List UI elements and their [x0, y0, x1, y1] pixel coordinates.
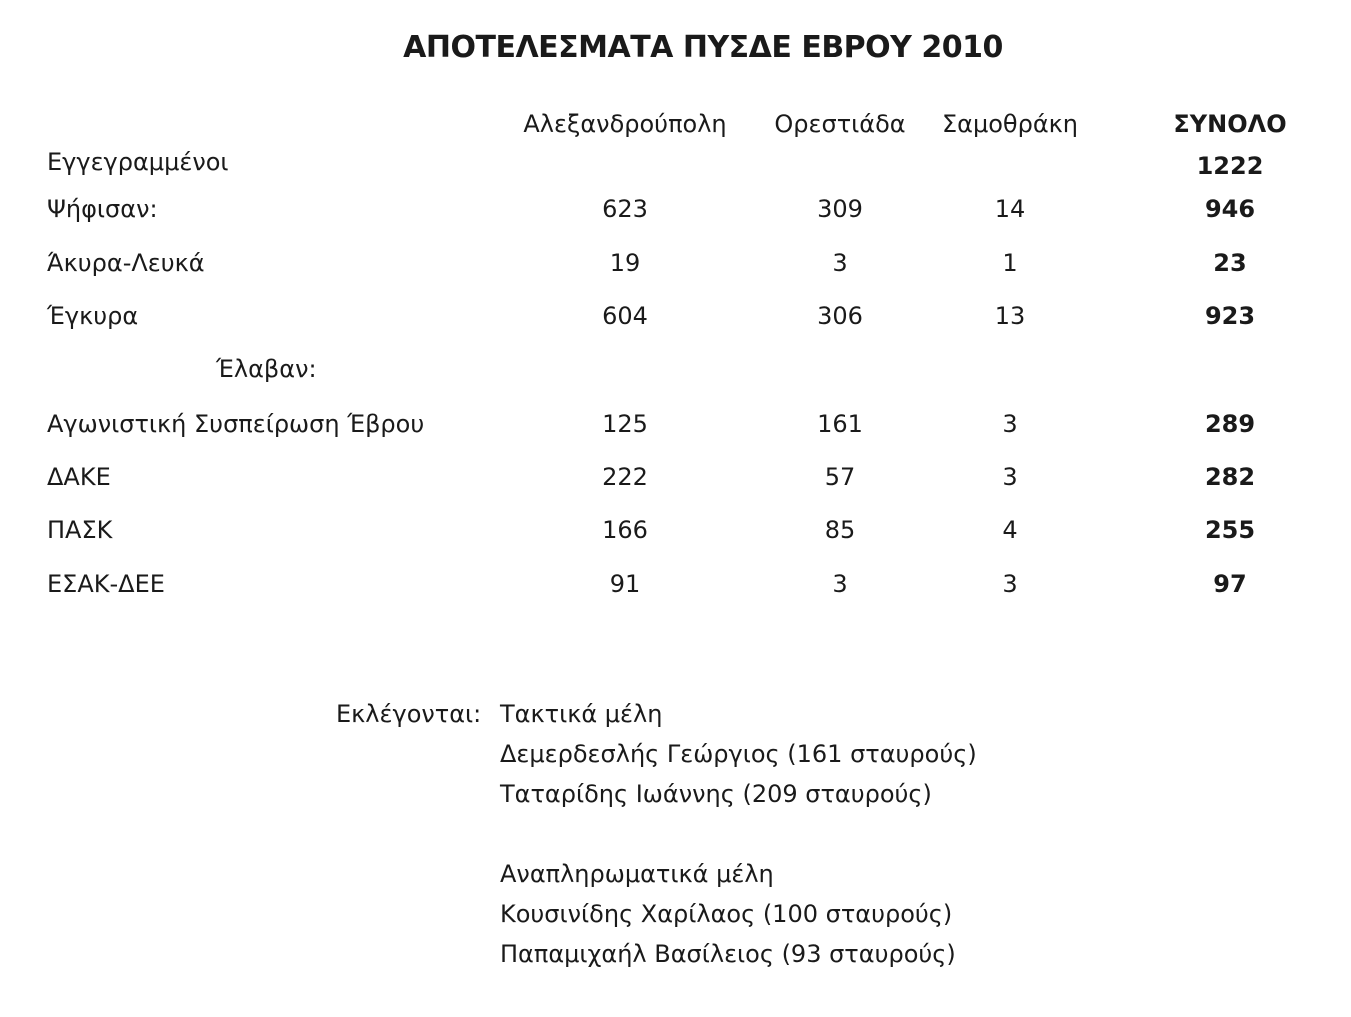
- cell-total: 1222: [1196, 152, 1264, 180]
- elected-heading: Εκλέγονται:: [336, 700, 482, 728]
- table-row: [0, 302, 1351, 342]
- column-header-orestiada: Ορεστιάδα: [774, 110, 906, 138]
- cell-alexandroupoli: 125: [602, 410, 648, 438]
- cell-samothraki: 1: [1002, 249, 1018, 277]
- table-row: [0, 249, 1351, 289]
- regular-member: Ταταρίδης Ιωάννης (209 σταυρούς): [500, 780, 932, 808]
- cell-total: 923: [1204, 302, 1256, 330]
- cell-alexandroupoli: 166: [602, 516, 648, 544]
- cell-alexandroupoli: 19: [609, 249, 641, 277]
- cell-total: 255: [1204, 516, 1256, 544]
- table-row: [0, 410, 1351, 450]
- cell-orestiada: 306: [817, 302, 863, 330]
- table-row: [0, 195, 1351, 235]
- table-row: [0, 570, 1351, 610]
- row-label: Εγγεγραμμένοι: [47, 148, 229, 176]
- regular-members-title: Τακτικά μέλη: [500, 700, 663, 728]
- cell-alexandroupoli: 604: [602, 302, 648, 330]
- substitute-member: Παπαμιχαήλ Βασίλειος (93 σταυρούς): [500, 940, 956, 968]
- cell-samothraki: 3: [1002, 410, 1018, 438]
- cell-orestiada: 309: [817, 195, 863, 223]
- cell-alexandroupoli: 91: [609, 570, 641, 598]
- cell-samothraki: 13: [994, 302, 1026, 330]
- table-row: [0, 516, 1351, 556]
- table-row: [0, 463, 1351, 503]
- row-label: Έγκυρα: [47, 302, 139, 330]
- cell-samothraki: 3: [1002, 570, 1018, 598]
- row-label: Άκυρα-Λευκά: [47, 249, 205, 277]
- column-header-samothraki: Σαμοθράκη: [941, 110, 1079, 138]
- cell-total: 946: [1204, 195, 1256, 223]
- section-label-received: Έλαβαν:: [216, 355, 317, 383]
- document-title: ΑΠΟΤΕΛΕΣΜΑΤΑ ΠΥΣΔΕ ΕΒΡΟΥ 2010: [403, 30, 1003, 65]
- table-row: [0, 355, 1351, 395]
- substitute-member: Κουσινίδης Χαρίλαος (100 σταυρούς): [500, 900, 953, 928]
- regular-member: Δεμερδεσλής Γεώργιος (161 σταυρούς): [500, 740, 977, 768]
- cell-alexandroupoli: 222: [602, 463, 648, 491]
- column-header-alexandroupoli: Αλεξανδρούπολη: [523, 110, 727, 138]
- cell-orestiada: 57: [824, 463, 856, 491]
- cell-alexandroupoli: 623: [602, 195, 648, 223]
- row-label: ΕΣΑΚ-ΔΕΕ: [47, 570, 165, 598]
- cell-orestiada: 3: [832, 249, 848, 277]
- cell-total: 97: [1213, 570, 1247, 598]
- cell-samothraki: 4: [1002, 516, 1018, 544]
- cell-orestiada: 3: [832, 570, 848, 598]
- table-row: [0, 148, 1351, 188]
- cell-total: 23: [1213, 249, 1247, 277]
- cell-samothraki: 14: [994, 195, 1026, 223]
- cell-total: 289: [1204, 410, 1256, 438]
- row-label: ΠΑΣΚ: [47, 516, 113, 544]
- row-label: Αγωνιστική Συσπείρωση Έβρου: [47, 410, 425, 438]
- column-header-total: ΣΥΝΟΛΟ: [1173, 110, 1287, 138]
- substitute-members-title: Αναπληρωματικά μέλη: [500, 860, 774, 888]
- cell-total: 282: [1204, 463, 1256, 491]
- cell-samothraki: 3: [1002, 463, 1018, 491]
- cell-orestiada: 85: [824, 516, 856, 544]
- cell-orestiada: 161: [817, 410, 863, 438]
- row-label: Ψήφισαν:: [47, 195, 158, 223]
- row-label: ΔΑΚΕ: [47, 463, 111, 491]
